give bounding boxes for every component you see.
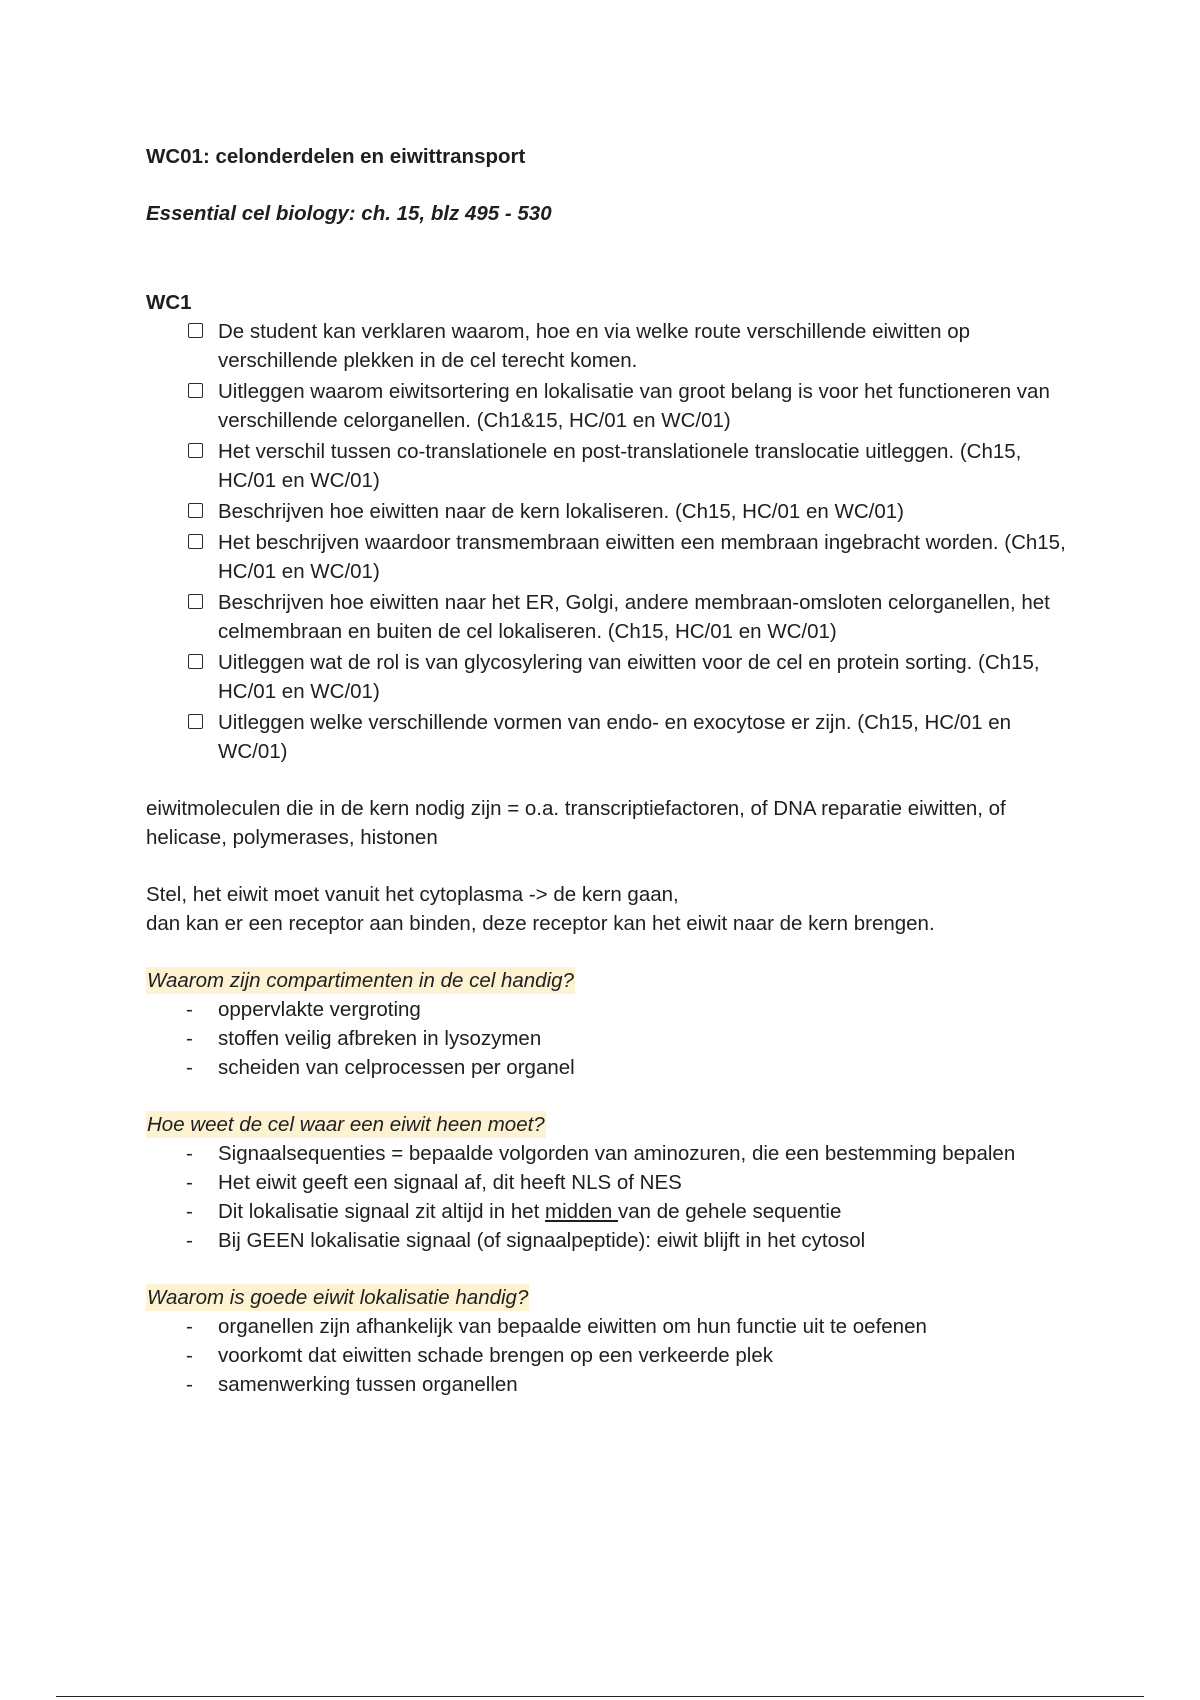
paragraph-nuclear-proteins [146, 794, 1076, 852]
checklist-item-label: Beschrijven hoe eiwitten naar de kern lokaliseren. (Ch15, HC/01 en WC/01) [218, 500, 904, 523]
checklist-item-label: Uitleggen welke verschillende vormen van endo- en exocytose er zijn. (Ch15, HC/01 en WC/01) [218, 711, 1012, 763]
checklist-item-label: Uitleggen waarom eiwitsortering en lokalisatie van groot belang is voor het functioneren van verschillende celorganellen. (Ch1&15, HC/01 en WC/01) [218, 380, 1050, 432]
document-subtitle: Essential cel biology: ch. 15, blz 495 - 530 [146, 202, 552, 225]
list-item: - Signaalsequenties = bepaalde volgorden van aminozuren, die een bestemming bepalen [186, 1139, 1076, 1168]
checkbox-icon[interactable] [188, 534, 203, 549]
question-block-protein-destination [146, 1110, 1076, 1255]
document-title: WC01: celonderdelen en eiwittransport [146, 145, 526, 168]
list-item: - voorkomt dat eiwitten schade brengen op een verkeerde plek [186, 1341, 1076, 1370]
list-item: - stoffen veilig afbreken in lysozymen [186, 1024, 1076, 1053]
checklist-item[interactable] [186, 708, 1076, 766]
list-item: - scheiden van celprocessen per organel [186, 1053, 1076, 1082]
checkbox-icon[interactable] [188, 383, 203, 398]
question-block-compartments [146, 966, 1076, 1082]
list-item: - oppervlakte vergroting [186, 995, 1076, 1024]
question-heading: Hoe weet de cel waar een eiwit heen moet? [147, 1113, 545, 1136]
question-heading: Waarom is goede eiwit lokalisatie handig? [147, 1286, 529, 1309]
checkbox-icon[interactable] [188, 503, 203, 518]
checklist-item[interactable] [186, 377, 1076, 435]
checklist-item[interactable] [186, 437, 1076, 495]
list-item: - organellen zijn afhankelijk van bepaalde eiwitten om hun functie uit te oefenen [186, 1312, 1076, 1341]
list-item: - Bij GEEN lokalisatie signaal (of signaalpeptide): eiwit blijft in het cytosol [186, 1226, 1076, 1255]
checkbox-icon[interactable] [188, 443, 203, 458]
checklist-item[interactable] [186, 648, 1076, 706]
learning-goals-checklist [146, 317, 1076, 766]
paragraph-text: eiwitmoleculen die in de kern nodig zijn = o.a. transcriptiefactoren, of DNA reparatie eiwitten, of helicase, polymerases, histonen [146, 797, 1006, 849]
list-item [186, 1197, 1076, 1226]
bullet-list [146, 995, 1076, 1082]
checkbox-icon[interactable] [188, 714, 203, 729]
question-block-localisation [146, 1283, 1076, 1399]
checkbox-icon[interactable] [188, 323, 203, 338]
underlined-word: midden [545, 1200, 618, 1223]
checkbox-icon[interactable] [188, 654, 203, 669]
paragraph-line: Stel, het eiwit moet vanuit het cytoplasma -> de kern gaan, [146, 883, 679, 906]
checklist-item-label: De student kan verklaren waarom, hoe en via welke route verschillende eiwitten op verschillende plekken in de cel terecht komen. [218, 320, 971, 372]
bullet-list [146, 1139, 1076, 1255]
paragraph-receptor [146, 880, 1076, 938]
checklist-item[interactable] [186, 528, 1076, 586]
checklist-item-label: Het verschil tussen co-translationele en post-translationele translocatie uitleggen. (Ch15, HC/01 en WC/01) [218, 440, 1022, 492]
checklist-item-label: Beschrijven hoe eiwitten naar het ER, Golgi, andere membraan-omsloten celorganellen, het celmembraan en buiten de cel lokaliseren. (Ch15, HC/01 en WC/01) [218, 591, 1050, 643]
question-heading: Waarom zijn compartimenten in de cel handig? [147, 969, 574, 992]
checklist-item[interactable] [186, 588, 1076, 646]
list-item: - samenwerking tussen organellen [186, 1370, 1076, 1399]
page-bottom-rule [56, 1696, 1144, 1697]
list-item-text: van de gehele sequentie [617, 1200, 842, 1223]
bullet-list [146, 1312, 1076, 1399]
list-item-text: Dit lokalisatie signaal zit altijd in het [218, 1200, 546, 1223]
checkbox-icon[interactable] [188, 594, 203, 609]
checklist-item[interactable] [186, 317, 1076, 375]
list-item: - Het eiwit geeft een signaal af, dit heeft NLS of NES [186, 1168, 1076, 1197]
checklist-item-label: Uitleggen wat de rol is van glycosylering van eiwitten voor de cel en protein sorting. (Ch15, HC/01 en WC/01) [218, 651, 1040, 703]
checklist-item-label: Het beschrijven waardoor transmembraan eiwitten een membraan ingebracht worden. (Ch15, HC/01 en WC/01) [218, 531, 1066, 583]
section-heading: WC1 [146, 291, 192, 314]
paragraph-line: dan kan er een receptor aan binden, deze receptor kan het eiwit naar de kern brengen. [146, 912, 935, 935]
checklist-item[interactable] [186, 497, 1076, 526]
document-page [146, 142, 1076, 1399]
